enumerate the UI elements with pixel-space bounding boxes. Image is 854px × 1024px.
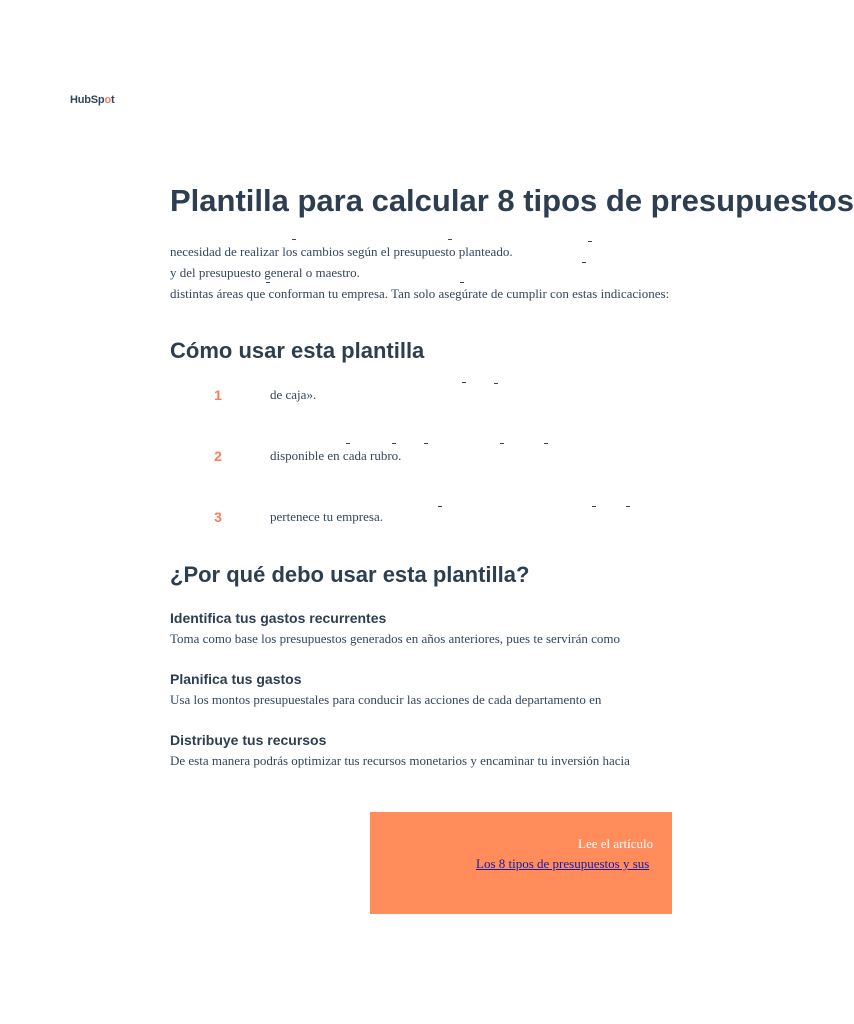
intro-line-2: y del presupuesto general o maestro. xyxy=(170,265,360,280)
clipped-glyph-fragment xyxy=(438,506,442,507)
clipped-glyph-fragment xyxy=(266,282,270,283)
cta-label: Lee el artículo xyxy=(578,836,654,851)
reason-3-text: De esta manera podrás optimizar tus recursos monetarios y encaminar tu inversión hacia xyxy=(170,753,630,768)
clipped-glyph-fragment xyxy=(448,239,452,240)
reason-1-title: Identifica tus gastos recurrentes xyxy=(170,610,387,626)
step-2-number: 2 xyxy=(214,448,222,464)
clipped-glyph-fragment xyxy=(392,443,396,444)
clipped-glyph-fragment xyxy=(460,282,464,283)
logo-sprocket-icon: o xyxy=(104,94,111,106)
step-3-text: pertenece tu empresa. xyxy=(270,509,383,524)
intro-line-3: distintas áreas que conforman tu empresa. Tan solo asegúrate de cumplir con estas indicaciones: xyxy=(170,286,670,301)
step-1-text: de caja». xyxy=(270,387,317,402)
how-to-heading: Cómo usar esta plantilla xyxy=(170,338,425,363)
clipped-glyph-fragment xyxy=(544,443,548,444)
step-1-number: 1 xyxy=(214,387,222,403)
clipped-glyph-fragment xyxy=(626,506,630,507)
article-cta-box xyxy=(370,812,672,914)
reason-3-title: Distribuye tus recursos xyxy=(170,732,327,748)
clipped-glyph-fragment xyxy=(292,239,296,240)
clipped-glyph-fragment xyxy=(346,443,350,444)
article-link[interactable]: Los 8 tipos de presupuestos y sus xyxy=(476,856,650,871)
page-title: Plantilla para calcular 8 tipos de presupuestos xyxy=(170,183,854,218)
clipped-glyph-fragment xyxy=(582,262,586,263)
clipped-glyph-fragment xyxy=(462,382,466,383)
clipped-glyph-fragment xyxy=(424,443,428,444)
reason-2-text: Usa los montos presupuestales para conducir las acciones de cada departamento en xyxy=(170,692,602,707)
clipped-glyph-fragment xyxy=(592,506,596,507)
clipped-glyph-fragment xyxy=(494,383,498,384)
intro-line-1: necesidad de realizar los cambios según el presupuesto planteado. xyxy=(170,244,513,259)
step-3-number: 3 xyxy=(214,509,222,525)
logo-text-end: t xyxy=(110,94,115,106)
logo-text-start: HubSp xyxy=(70,94,105,106)
step-2-text: disponible en cada rubro. xyxy=(270,448,402,463)
clipped-glyph-fragment xyxy=(588,241,592,242)
main-content xyxy=(170,0,854,1024)
reason-1-text: Toma como base los presupuestos generados en años anteriores, pues te servirán como xyxy=(170,631,620,646)
why-heading: ¿Por qué debo usar esta plantilla? xyxy=(170,562,530,587)
hubspot-logo xyxy=(70,94,114,106)
reason-2-title: Planifica tus gastos xyxy=(170,671,302,687)
clipped-glyph-fragment xyxy=(500,443,504,444)
